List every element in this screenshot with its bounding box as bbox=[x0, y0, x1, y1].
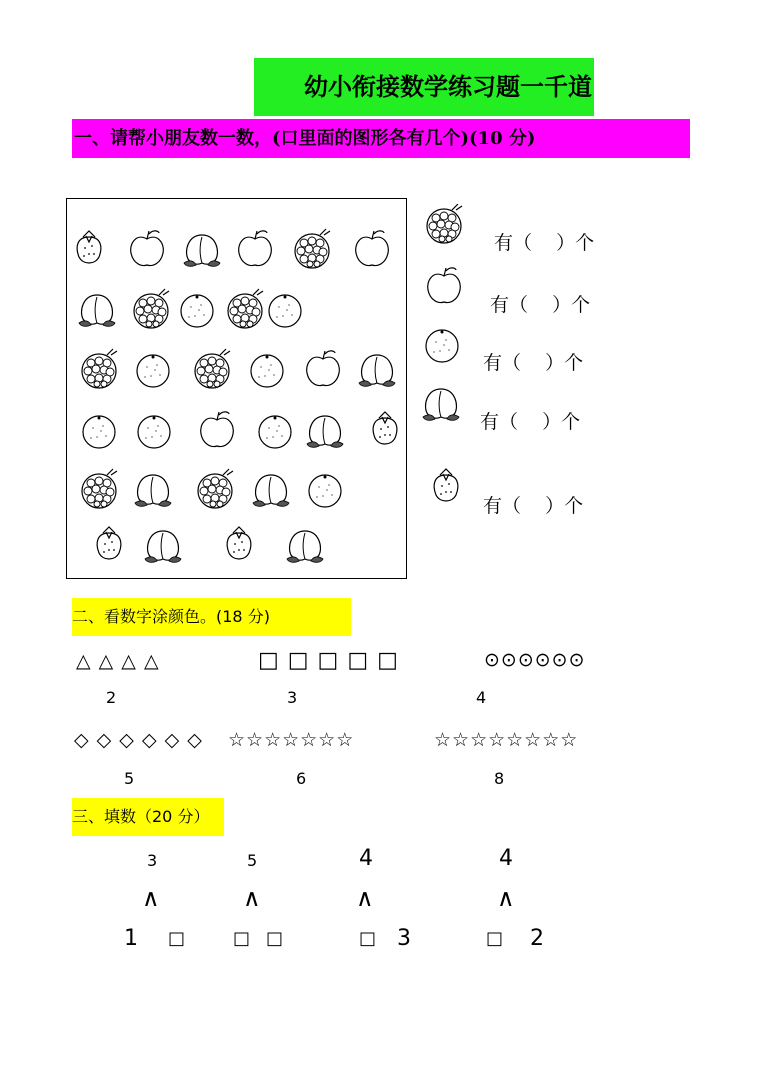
strawberry-icon bbox=[227, 527, 251, 559]
raspberry-icon bbox=[82, 469, 117, 508]
peach-icon bbox=[184, 235, 220, 266]
bond-left-box: □ bbox=[486, 928, 504, 949]
bond-right: 2 bbox=[530, 926, 544, 951]
number-label: 2 bbox=[106, 688, 117, 707]
raspberry-icon bbox=[134, 289, 169, 328]
raspberry-icon bbox=[228, 289, 263, 328]
apple-icon bbox=[239, 231, 272, 266]
orange-icon bbox=[309, 475, 341, 507]
raspberry-icon bbox=[198, 469, 233, 508]
strawberry-icon bbox=[424, 467, 468, 511]
bond-right-box: □ bbox=[266, 928, 284, 949]
fruit-count-box bbox=[66, 198, 407, 579]
orange-icon bbox=[137, 355, 169, 387]
bond-left-box: □ bbox=[359, 928, 377, 949]
orange-icon bbox=[251, 355, 283, 387]
page-title: 幼小衔接数学练习题一千道 bbox=[254, 58, 594, 116]
bond-branch: ∧ bbox=[356, 884, 374, 912]
diamond-shapes: ◇ ◇ ◇ ◇ ◇ ◇ bbox=[74, 729, 203, 751]
peach-icon bbox=[359, 355, 395, 386]
peach-icon bbox=[253, 475, 289, 506]
raspberry-icon bbox=[82, 349, 117, 388]
count-answer-text: 有（ ）个 bbox=[483, 495, 584, 517]
apple-icon bbox=[131, 231, 164, 266]
section1-heading: 一、请帮小朋友数一数，(口里面的图形各有几个)(10 分) bbox=[72, 119, 690, 158]
count-answer-text: 有（ ）个 bbox=[490, 294, 591, 316]
number-label: 3 bbox=[287, 688, 298, 707]
bond-branch: ∧ bbox=[243, 884, 261, 912]
section3-heading: 三、填数（20 分） bbox=[72, 798, 224, 836]
peach-icon bbox=[79, 295, 115, 326]
count-answer-text: 有（ ）个 bbox=[483, 352, 584, 374]
apple-icon bbox=[201, 412, 234, 447]
bond-right: 3 bbox=[397, 926, 411, 951]
number-label: 4 bbox=[476, 688, 487, 707]
raspberry-icon bbox=[195, 349, 230, 388]
strawberry-icon bbox=[97, 527, 121, 559]
apple-icon bbox=[422, 266, 466, 310]
apple-icon bbox=[307, 351, 340, 386]
star-shapes: ☆☆☆☆☆☆☆ bbox=[228, 729, 355, 751]
section2-heading: 二、看数字涂颜色。(18 分) bbox=[72, 598, 351, 636]
bond-top: 5 bbox=[247, 851, 258, 870]
bond-right-box: □ bbox=[168, 928, 186, 949]
orange-icon bbox=[259, 416, 291, 448]
fruit-grid bbox=[67, 199, 406, 578]
bond-left: 1 bbox=[124, 926, 138, 951]
count-answer-text: 有（ ）个 bbox=[480, 411, 581, 433]
peach-icon bbox=[419, 383, 463, 427]
strawberry-icon bbox=[77, 231, 101, 263]
peach-icon bbox=[145, 531, 181, 562]
bond-branch: ∧ bbox=[142, 884, 160, 912]
apple-icon bbox=[356, 231, 389, 266]
orange-icon bbox=[181, 295, 213, 327]
peach-icon bbox=[307, 416, 343, 447]
square-shapes: □ □ □ □ □ bbox=[258, 648, 399, 673]
number-label: 5 bbox=[124, 769, 135, 788]
peach-icon bbox=[287, 531, 323, 562]
bond-top: 4 bbox=[359, 846, 373, 871]
orange-icon bbox=[138, 416, 170, 448]
circle-dot-shapes: ⊙⊙⊙⊙⊙⊙ bbox=[484, 649, 586, 671]
raspberry-icon bbox=[422, 204, 466, 248]
orange-icon bbox=[83, 416, 115, 448]
count-answer-text: 有（ ）个 bbox=[494, 232, 595, 254]
bond-top: 4 bbox=[499, 846, 513, 871]
orange-icon bbox=[420, 324, 464, 368]
triangle-shapes: △ △ △ △ bbox=[76, 650, 160, 672]
raspberry-icon bbox=[295, 229, 330, 268]
strawberry-icon bbox=[373, 412, 397, 444]
bond-top: 3 bbox=[147, 851, 158, 870]
bond-branch: ∧ bbox=[497, 884, 515, 912]
star-shapes: ☆☆☆☆☆☆☆☆ bbox=[434, 729, 579, 751]
number-label: 8 bbox=[494, 769, 505, 788]
bond-left-box: □ bbox=[233, 928, 251, 949]
orange-icon bbox=[269, 295, 301, 327]
number-label: 6 bbox=[296, 769, 307, 788]
peach-icon bbox=[135, 475, 171, 506]
